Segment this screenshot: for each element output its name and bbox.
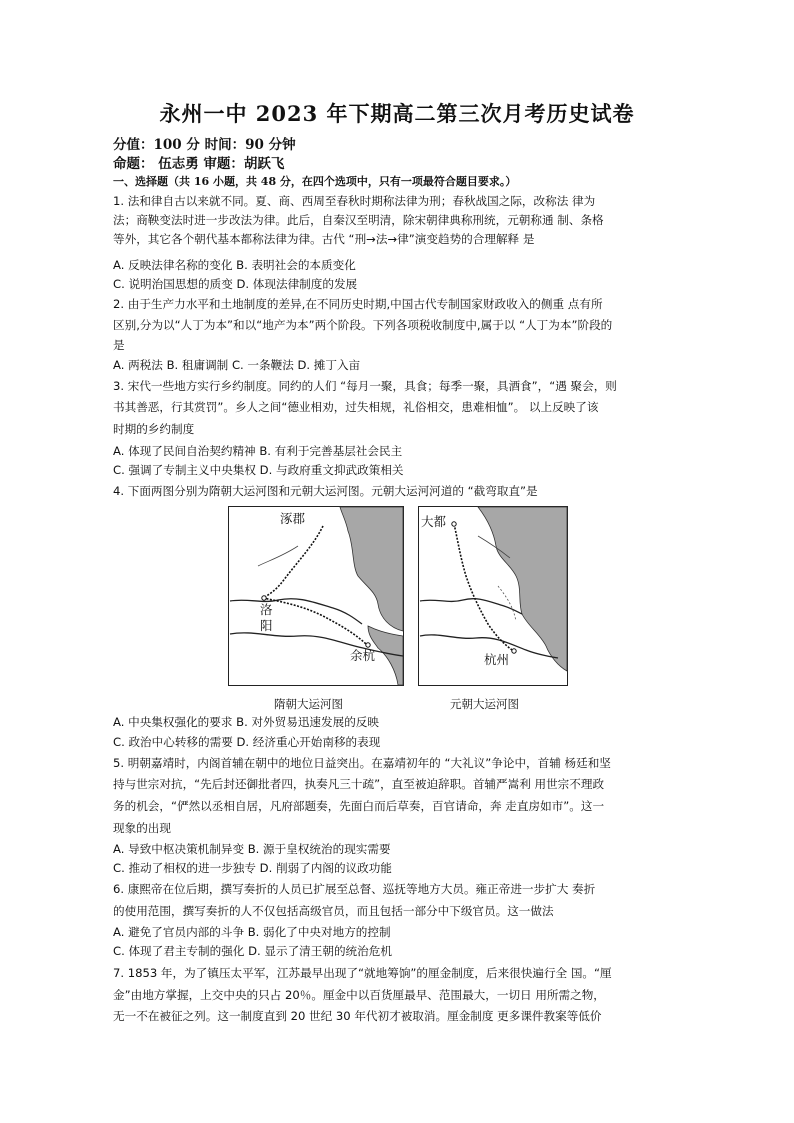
section-header: 一、选择题（共 16 小题，共 48 分，在四个选项中，只有一项最符合题目要求。） [113,175,517,188]
text-line: 是 [113,338,125,352]
sui-map-caption: 隋朝大运河图 [274,697,343,711]
label-yang: 阳 [260,618,273,633]
canal-maps [228,506,572,712]
text-line: 7. 1853 年，为了镇压太平军，江苏最早出现了“就地筹饷”的厘金制度，后来很快遍行全 国。“厘 [113,966,612,980]
text-line: A. 避免了官员内部的斗争 B. 弱化了中央对地方的控制 [113,925,391,939]
text-line: 的使用范围，撰写奏折的人不仅包括高级官员，而且包括一部分中下级官员。这一做法 [113,904,554,918]
text-line: C. 体现了君主专制的强化 D. 显示了清王朝的统治危机 [113,944,392,958]
text-line: A. 反映法律名称的变化 B. 表明社会的本质变化 [113,258,356,272]
text-line: 持与世宗对抗，“先后封还御批者四，执奏凡三十疏”，直至被迫辞职。首辅严嵩利 用世宗不理政 [113,777,605,791]
sui-canal-map [228,506,404,686]
label-yuhang: 余杭 [350,648,376,663]
text-line: 6. 康熙帝在位后期，撰写奏折的人员已扩展至总督、巡抚等地方大员。雍正帝进一步扩大 奏折 [113,882,596,896]
text-line: 1. 法和律自古以来就不同。夏、商、西周至春秋时期称法律为刑；春秋战国之际，改称法 律为 [113,194,596,208]
text-line: 5. 明朝嘉靖时，内阁首辅在朝中的地位日益突出。在嘉靖初年的 “大礼议”争论中，首辅 杨廷和坚 [113,756,611,770]
text-line: A. 导致中枢决策机制异变 B. 源于皇权统治的现实需要 [113,842,391,856]
text-line: A. 两税法 B. 租庸调制 C. 一条鞭法 D. 摊丁入亩 [113,358,361,372]
text-line: 3. 宋代一些地方实行乡约制度。同约的人们 “每月一聚，具食；每季一聚，具酒食”，“遇 聚会，则 [113,379,617,393]
label-hangzhou: 杭州 [484,652,510,667]
text-line: A. 体现了民间自治契约精神 B. 有利于完善基层社会民主 [113,444,403,458]
text-line: 法；商鞅变法时进一步改法为律。此后，自秦汉至明清，除宋朝律典称刑统，元朝称通 制、条格 [113,213,604,227]
text-line: C. 强调了专制主义中央集权 D. 与政府重文抑武政策相关 [113,463,404,477]
text-line: A. 中央集权强化的要求 B. 对外贸易迅速发展的反映 [113,715,379,729]
yuan-map-caption: 元朝大运河图 [450,697,519,711]
text-line: C. 推动了相权的进一步独专 D. 削弱了内阁的议政功能 [113,861,392,875]
label-luo: 洛 [260,602,273,617]
exam-title: 永州一中 2023 年下期高二第三次月考历史试卷 [159,101,635,126]
label-zhuojun: 涿郡 [280,511,306,526]
text-line: 现象的出现 [113,821,171,835]
text-line: 2. 由于生产力水平和土地制度的差异,在不同历史时期,中国古代专制国家财政收入的侧重 点有所 [113,297,603,311]
text-line: C. 说明治国思想的质变 D. 体现法律制度的发展 [113,277,358,291]
text-line: 金”由地方掌握，上交中央的只占 20％。厘金中以百货厘最早、范围最大，一切日 用所需之物， [113,988,605,1002]
authors: 命题： 伍志勇 审题：胡跃飞 [113,156,285,172]
label-dadu: 大都 [421,514,447,529]
text-line: 无一不在被征之列。这一制度直到 20 世纪 30 年代初才被取消。厘金制度 更多课件教案等低价 [113,1009,602,1023]
text-line: 时期的乡约制度 [113,422,195,436]
text-line: C. 政治中心转移的需要 D. 经济重心开始南移的表现 [113,735,381,749]
text-line: 书其善恶，行其赏罚”。乡人之间“德业相劝，过失相规，礼俗相交，患难相恤”。 以上反映了该 [113,400,599,414]
text-line: 务的机会，“俨然以丞相自居，凡府部题奏，先面白而后草奏，百官请命，奔 走直房如市”。这一 [113,799,605,813]
text-line: 区别,分为以“人丁为本”和以“地产为本”两个阶段。下列各项税收制度中,属于以 “人丁为本”阶段的 [113,318,613,332]
text-line: 4. 下面两图分别为隋朝大运河图和元朝大运河图。元朝大运河河道的 “截弯取直”是 [113,484,538,498]
score-time: 分值：100 分 时间：90 分钟 [113,137,296,153]
yuan-canal-map [418,506,568,686]
text-line: 等外，其它各个朝代基本都称法律为律。古代 “刑→法→律”演变趋势的合理解释 是 [113,232,535,246]
